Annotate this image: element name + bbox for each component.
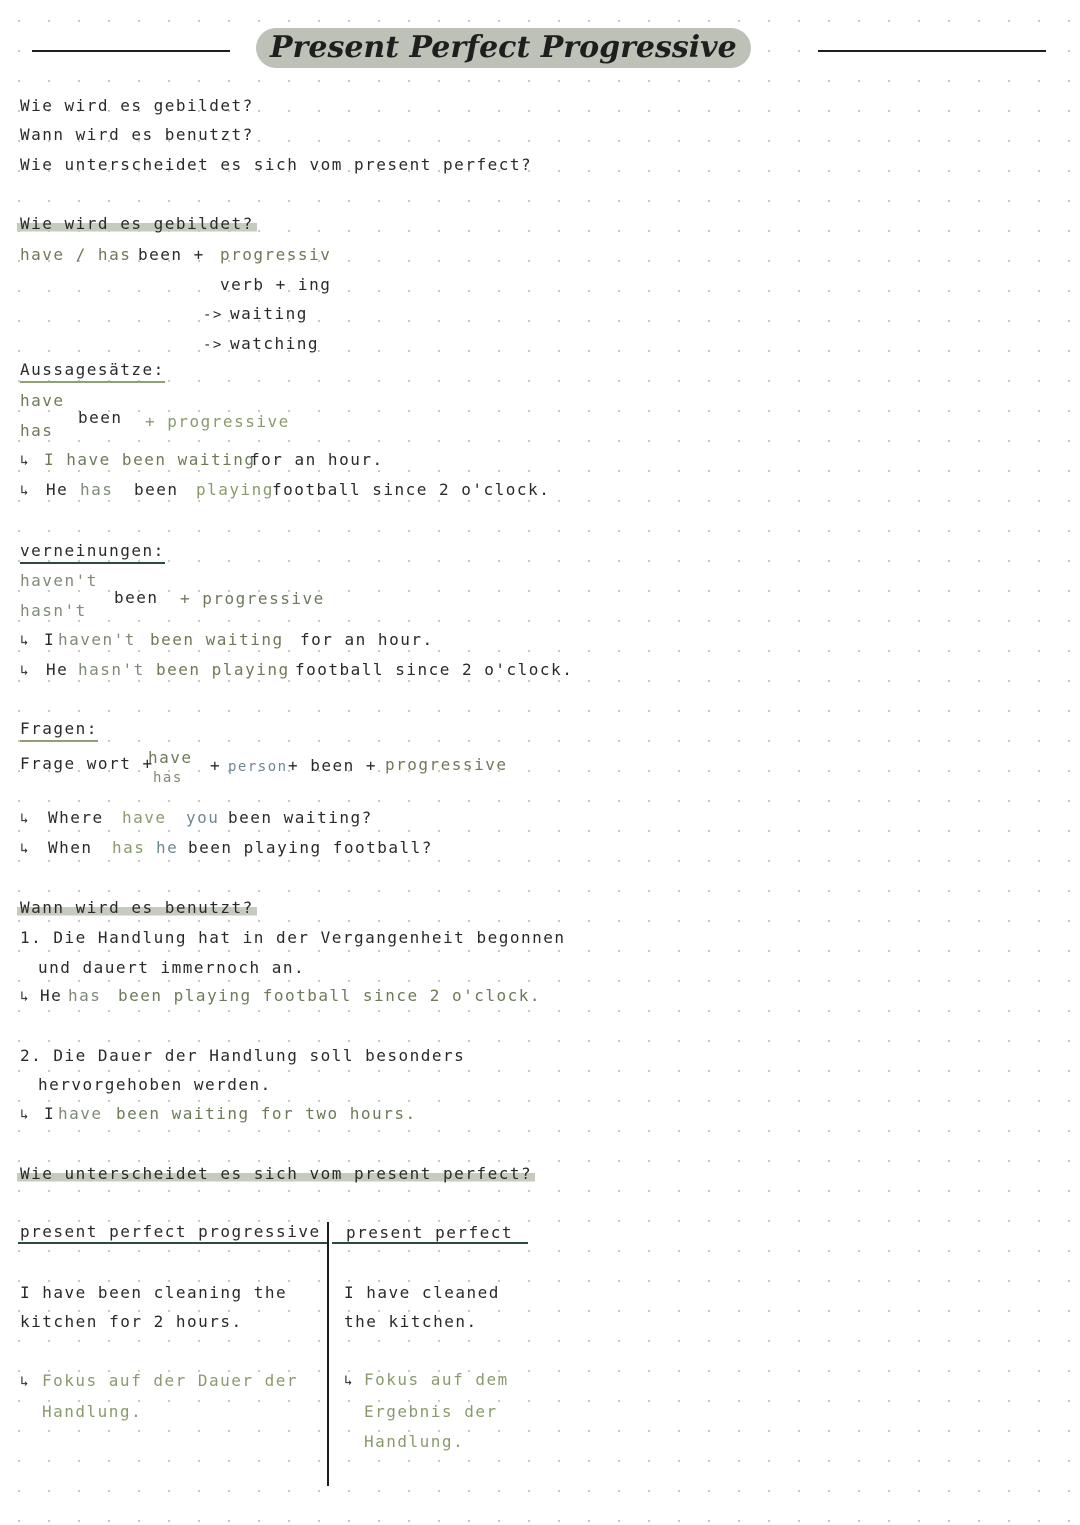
questions-ex2-arrow: ↳: [20, 841, 30, 857]
title-rule-left: [32, 50, 230, 52]
difference-col2-example-line-1: I have cleaned: [344, 1283, 500, 1302]
formation-been-plus: been +: [138, 245, 205, 264]
statements-ex2-been: been: [134, 480, 179, 499]
questions-ex2-rest: been playing football?: [188, 838, 433, 857]
questions-ex2-has: has: [112, 838, 146, 857]
negations-heading: verneinungen:: [20, 541, 165, 564]
negations-havent: haven't: [20, 571, 98, 590]
statements-ex2-rest: football since 2 o'clock.: [272, 480, 551, 499]
negations-progressive: + progressive: [180, 589, 325, 608]
statements-been: been: [78, 408, 123, 427]
usage-point-2-line-1: 2. Die Dauer der Handlung soll besonders: [20, 1046, 466, 1065]
difference-col2-focus-line-1: Fokus auf dem: [364, 1370, 509, 1389]
usage-point-1-ex-has: has: [68, 986, 102, 1005]
difference-col1-header: present perfect progressive: [20, 1222, 321, 1241]
difference-col2-focus-line-2: Ergebnis der: [364, 1402, 498, 1421]
usage-point-2-ex-rest: been waiting for two hours.: [116, 1104, 417, 1123]
usage-point-2-arrow: ↳: [20, 1107, 30, 1123]
negations-ex2-been-playing: been playing: [156, 660, 290, 679]
negations-ex2-arrow: ↳: [20, 663, 30, 679]
intro-question-2: Wann wird es benutzt?: [20, 125, 254, 144]
statements-have: have: [20, 391, 65, 410]
questions-heading: Fragen:: [20, 719, 98, 742]
usage-point-1-ex-rest: been playing football since 2 o'clock.: [118, 986, 542, 1005]
difference-col1-example-line-1: I have been cleaning the: [20, 1283, 288, 1302]
questions-ex1-where: Where: [48, 808, 104, 827]
negations-ex1-arrow: ↳: [20, 633, 30, 649]
negations-ex1-rest: for an hour.: [300, 630, 434, 649]
questions-person: person: [228, 759, 288, 775]
formation-arrow-2: ->: [203, 337, 223, 353]
usage-point-1-line-2: und dauert immernoch an.: [38, 958, 306, 977]
questions-frage-wort: Frage wort +: [20, 754, 154, 773]
negations-ex2-rest: football since 2 o'clock.: [295, 660, 574, 679]
questions-ex1-have: have: [122, 808, 167, 827]
table-header-rule-right: [332, 1242, 528, 1244]
questions-ex2-he: he: [156, 838, 179, 857]
negations-been: been: [114, 588, 159, 607]
statements-ex2-he: He: [46, 480, 69, 499]
usage-point-2-ex-i: I: [44, 1104, 56, 1123]
statements-ex1-rest: for an hour.: [250, 450, 384, 469]
statements-progressive: + progressive: [145, 412, 290, 431]
statements-ex2-playing: playing: [196, 480, 274, 499]
title-rule-right: [818, 50, 1046, 52]
formation-example-watching: watching: [230, 334, 320, 353]
usage-point-1-ex-he: He: [40, 986, 63, 1005]
statements-ex2-arrow: ↳: [20, 483, 30, 499]
table-divider: [327, 1222, 329, 1486]
difference-col1-focus-line-2: Handlung.: [42, 1402, 143, 1421]
questions-been: + been +: [288, 756, 378, 775]
negations-ex1-i: I: [44, 630, 56, 649]
questions-have: have: [148, 748, 193, 767]
difference-col1-focus-arrow: ↳: [20, 1374, 30, 1390]
formation-have-has: have / has: [20, 245, 132, 264]
formation-example-waiting: waiting: [230, 304, 308, 323]
negations-ex1-havent: haven't: [58, 630, 136, 649]
formation-verb-ing: verb + ing: [220, 275, 332, 294]
negations-ex2-hasnt: hasn't: [78, 660, 145, 679]
statements-ex1-main: I have been waiting: [44, 450, 256, 469]
usage-point-1-line-1: 1. Die Handlung hat in der Vergangenheit begonnen: [20, 928, 566, 947]
difference-col2-focus-line-3: Handlung.: [364, 1432, 465, 1451]
formation-heading: Wie wird es gebildet?: [17, 214, 257, 234]
page-title: Present Perfect Progressive: [256, 28, 751, 68]
intro-question-3: Wie unterscheidet es sich vom present perfect?: [20, 155, 533, 174]
usage-point-2-ex-have: have: [58, 1104, 103, 1123]
table-header-rule-left: [18, 1242, 327, 1244]
questions-ex1-you: you: [186, 808, 220, 827]
formation-progressiv: progressiv: [220, 245, 332, 264]
statements-heading: Aussagesätze:: [20, 360, 165, 383]
usage-heading: Wann wird es benutzt?: [17, 898, 257, 918]
questions-ex1-rest: been waiting?: [228, 808, 373, 827]
difference-col1-example-line-2: kitchen for 2 hours.: [20, 1312, 243, 1331]
questions-ex1-arrow: ↳: [20, 811, 30, 827]
negations-ex2-he: He: [46, 660, 69, 679]
statements-ex2-has: has: [80, 480, 114, 499]
questions-has: has: [153, 770, 183, 786]
formation-arrow-1: ->: [203, 307, 223, 323]
statements-has: has: [20, 421, 54, 440]
difference-heading: Wie unterscheidet es sich vom present perfect?: [17, 1164, 535, 1184]
negations-ex1-been-waiting: been waiting: [150, 630, 284, 649]
statements-ex1-arrow: ↳: [20, 453, 30, 469]
questions-ex2-when: When: [48, 838, 93, 857]
intro-question-1: Wie wird es gebildet?: [20, 96, 254, 115]
usage-point-1-arrow: ↳: [20, 989, 30, 1005]
difference-col2-focus-arrow: ↳: [344, 1373, 354, 1389]
questions-progressive: progressive: [385, 755, 508, 774]
questions-plus: +: [210, 756, 222, 775]
difference-col2-example-line-2: the kitchen.: [344, 1312, 478, 1331]
difference-col2-header: present perfect: [346, 1223, 513, 1242]
negations-hasnt: hasn't: [20, 601, 87, 620]
usage-point-2-line-2: hervorgehoben werden.: [38, 1075, 272, 1094]
difference-col1-focus-line-1: Fokus auf der Dauer der: [42, 1371, 299, 1390]
